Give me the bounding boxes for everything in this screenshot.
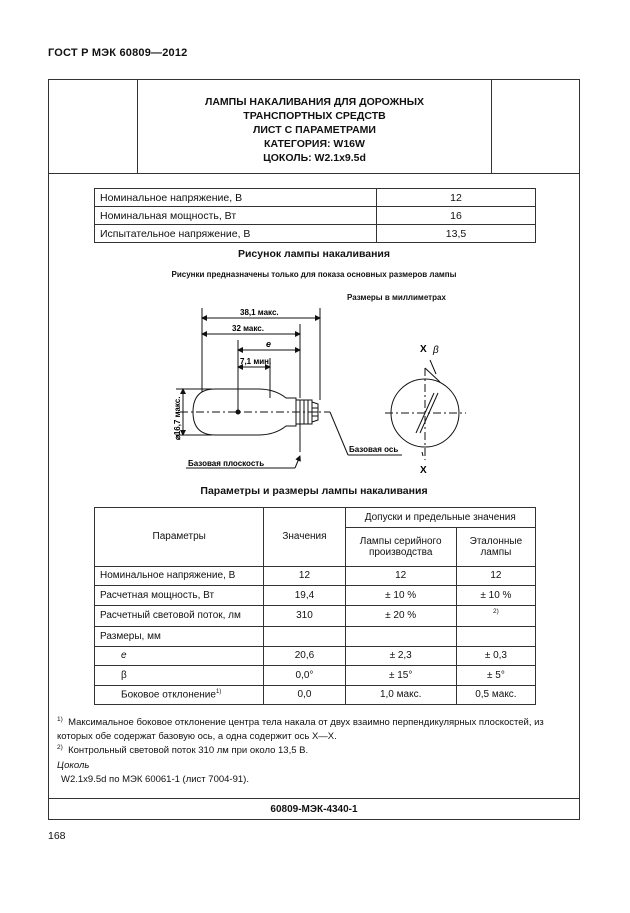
header-tolerances: Допуски и предельные значения [345, 508, 535, 528]
row-reference: 2) [456, 605, 535, 627]
dim-total-label: 38,1 макс. [240, 308, 279, 317]
table-row [95, 605, 536, 627]
header-param: Параметры [95, 508, 264, 567]
footnote-2 [57, 741, 577, 758]
dim-diameter-label: ⌀16,7 макс. [173, 396, 182, 440]
table-row [95, 666, 536, 686]
dim-e-label: e [266, 339, 272, 349]
row-serial: 12 [345, 566, 456, 586]
row-param: Расчетный световой поток, лм [95, 605, 264, 627]
base-plane-label: Базовая плоскость [188, 459, 265, 468]
row-param: e [95, 646, 264, 666]
row-serial: 1,0 макс. [345, 685, 456, 705]
dim-71-label: 7,1 мин. [240, 357, 272, 366]
figure-caption: Рисунок лампы накаливания [237, 248, 391, 260]
row-value: 0,0 [264, 685, 345, 705]
footnote-1 [57, 713, 577, 744]
param-value: 12 [377, 189, 536, 207]
table-row [95, 566, 536, 586]
title-line-5: ЦОКОЛЬ: W2.1x9.5d [263, 152, 366, 164]
params-table [94, 507, 536, 705]
row-reference: 12 [456, 566, 535, 586]
footnote-1-text: Максимальное боковое отклонение центра тела накала от двух взаимно перпендикулярных плоскостей, из которых обе содержат базовую ось, а одна содержит ось X—X. [57, 717, 544, 743]
footnote-ref: 1) [215, 689, 222, 696]
row-reference: ± 0,3 [456, 646, 535, 666]
row-reference: ± 5° [456, 666, 535, 686]
row-serial: ± 10 % [345, 586, 456, 606]
row-serial: ± 20 % [345, 605, 456, 627]
cap-text: W2.1x9.5d по МЭК 60061-1 (лист 7004-91). [61, 774, 249, 785]
dims-label: Размеры, мм [95, 627, 264, 647]
footnote-1-mark: 1) [57, 716, 63, 723]
row-value: 0,0° [264, 666, 345, 686]
standard-header: ГОСТ Р МЭК 60809—2012 [48, 47, 188, 59]
params-table-caption: Параметры и размеры лампы накаливания [200, 485, 428, 497]
param-value: 16 [377, 207, 536, 225]
base-axis-label: Базовая ось [349, 445, 399, 454]
footnote-2-mark: 2) [57, 744, 63, 751]
table-row [95, 627, 536, 647]
title-line-2: ТРАНСПОРТНЫХ СРЕДСТВ [243, 110, 386, 122]
table-row [95, 685, 536, 705]
sheet-code: 60809-МЭК-4340-1 [48, 798, 580, 820]
header-reference: Эталонные лампы [456, 527, 535, 566]
footnote-2-text: Контрольный световой поток 310 лм при около 13,5 В. [68, 745, 309, 757]
title-line-1: ЛАМПЫ НАКАЛИВАНИЯ ДЛЯ ДОРОЖНЫХ [204, 96, 425, 108]
param-name: Номинальное напряжение, В [95, 189, 377, 207]
lateral-deviation-label: Боковое отклонение [121, 689, 216, 701]
x-top-label: X [420, 344, 427, 355]
table-row [95, 586, 536, 606]
empty-cell [264, 627, 345, 647]
row-param [95, 685, 264, 705]
title-line-4: КАТЕГОРИЯ: W16W [264, 138, 365, 150]
header-serial: Лампы серийного производства [345, 527, 456, 566]
beta-label: β [433, 345, 439, 356]
param-value: 13,5 [377, 225, 536, 243]
figure-note: Рисунки предназначены только для показа основных размеров лампы [171, 270, 457, 279]
empty-cell [345, 627, 456, 647]
table-header-row [95, 508, 536, 528]
cap-label: Цоколь [57, 760, 90, 771]
param-name: Испытательное напряжение, В [95, 225, 377, 243]
row-param: Номинальное напряжение, В [95, 566, 264, 586]
units-note: Размеры в миллиметрах [347, 293, 446, 302]
row-reference: ± 10 % [456, 586, 535, 606]
param-name: Номинальная мощность, Вт [95, 207, 377, 225]
row-serial: ± 2,3 [345, 646, 456, 666]
row-param: Расчетная мощность, Вт [95, 586, 264, 606]
row-serial: ± 15° [345, 666, 456, 686]
row-value: 12 [264, 566, 345, 586]
row-value: 310 [264, 605, 345, 627]
row-reference: 0,5 макс. [456, 685, 535, 705]
title-line-3: ЛИСТ С ПАРАМЕТРАМИ [253, 124, 376, 136]
empty-cell [456, 627, 535, 647]
x-bottom-label: X [420, 465, 427, 476]
row-value: 19,4 [264, 586, 345, 606]
page-number: 168 [48, 830, 66, 842]
row-value: 20,6 [264, 646, 345, 666]
row-param: β [95, 666, 264, 686]
dim-32-label: 32 макс. [232, 324, 264, 333]
table-row [95, 646, 536, 666]
header-values: Значения [264, 508, 345, 567]
